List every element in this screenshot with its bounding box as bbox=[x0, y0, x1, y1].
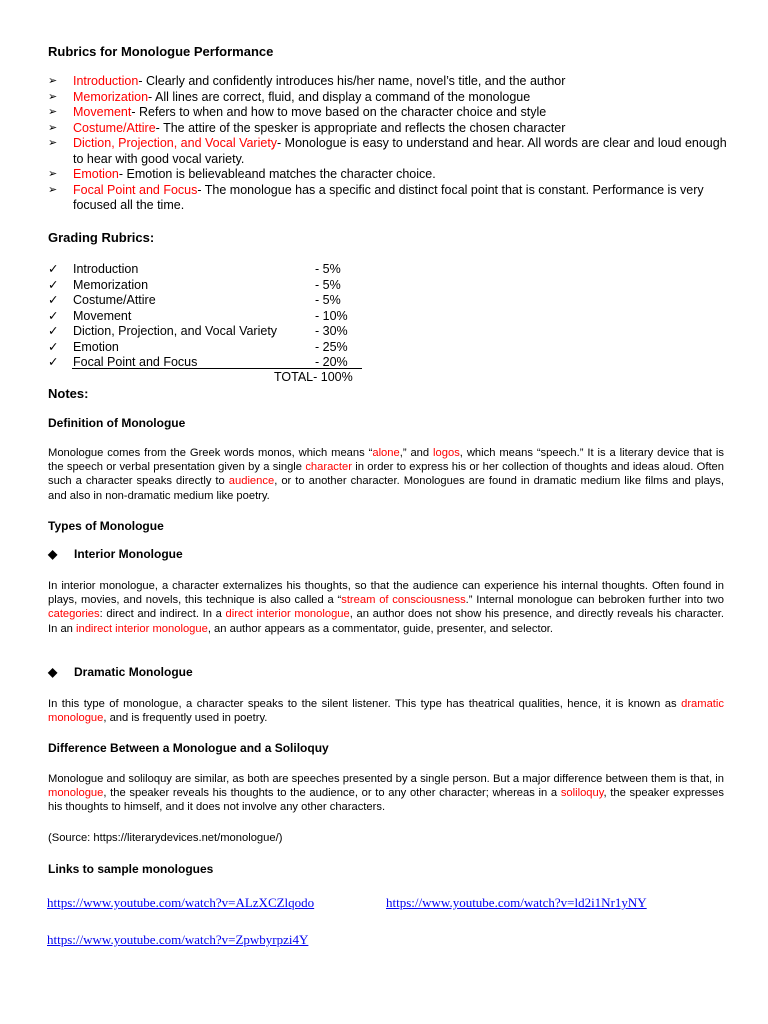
grade-total: TOTAL- 100% bbox=[274, 370, 353, 384]
checkmark-icon: ✓ bbox=[48, 339, 59, 354]
grade-value: - 10% bbox=[315, 308, 348, 323]
rubric-term: Memorization bbox=[73, 89, 149, 104]
rubric-term: Emotion bbox=[73, 167, 119, 181]
rubric-description: - The attire of the spesker is appropriate and reflects the chosen character bbox=[155, 120, 566, 135]
list-item bbox=[48, 74, 728, 90]
grading-title: Grading Rubrics: bbox=[48, 230, 155, 245]
list-item bbox=[48, 183, 728, 214]
arrowhead-bullet-icon: ➢ bbox=[48, 121, 58, 134]
table-row bbox=[48, 293, 378, 309]
grade-value: - 5% bbox=[315, 277, 341, 292]
rubric-description: - All lines are correct, fluid, and display a command of the monologue bbox=[148, 89, 531, 104]
arrowhead-bullet-icon: ➢ bbox=[48, 168, 58, 180]
interior-heading: Interior Monologue bbox=[74, 547, 183, 561]
notes-title: Notes: bbox=[48, 386, 89, 401]
arrowhead-bullet-icon: ➢ bbox=[48, 106, 58, 118]
indirect-term: indirect interior monologue bbox=[76, 622, 208, 635]
list-item bbox=[48, 136, 728, 167]
rubric-description: - Emotion is believableand matches the character choice. bbox=[118, 167, 436, 181]
rubric-description: - Refers to when and how to move based on the character choice and style bbox=[131, 105, 547, 119]
table-row bbox=[48, 262, 378, 278]
sample-link-2[interactable]: https://www.youtube.com/watch?v=ld2i1Nr1yNY bbox=[386, 895, 647, 910]
difference-heading: Difference Between a Monologue and a Soliloquy bbox=[48, 741, 329, 755]
checkmark-icon: ✓ bbox=[48, 324, 59, 338]
sample-link-3[interactable]: https://www.youtube.com/watch?v=Zpwbyrpzi4Y bbox=[47, 932, 309, 947]
arrowhead-bullet-icon: ➢ bbox=[48, 183, 58, 196]
dramatic-heading-row bbox=[48, 665, 193, 679]
grade-value: - 25% bbox=[315, 339, 348, 354]
grade-name: Emotion bbox=[73, 339, 119, 354]
rubric-description: - The monologue has a specific and distinct focal point that is constant. Performance is very focused all the time. bbox=[73, 182, 704, 212]
checkmark-icon: ✓ bbox=[48, 308, 59, 323]
table-row bbox=[48, 340, 378, 356]
alone-term: alone bbox=[372, 447, 400, 459]
checkmark-icon: ✓ bbox=[48, 277, 59, 292]
rubric-list bbox=[48, 74, 728, 214]
rubric-term: Movement bbox=[73, 105, 132, 119]
checkmark-icon: ✓ bbox=[48, 355, 59, 369]
rubric-term: Costume/Attire bbox=[73, 120, 156, 135]
checkmark-icon: ✓ bbox=[48, 293, 59, 307]
arrowhead-bullet-icon: ➢ bbox=[48, 75, 58, 87]
dramatic-term: dramatic monologue bbox=[48, 698, 724, 725]
diamond-bullet-icon: ◆ bbox=[48, 665, 58, 679]
sample-link-1[interactable]: https://www.youtube.com/watch?v=ALzXCZlqodo bbox=[47, 895, 315, 910]
definition-heading: Definition of Monologue bbox=[48, 416, 186, 430]
list-item bbox=[48, 167, 728, 183]
rubric-term: Introduction bbox=[73, 74, 139, 88]
checkmark-icon: ✓ bbox=[48, 262, 59, 276]
interior-paragraph: In interior monologue, a character externalizes his thoughts, so that the audience can experience his internal thoughts. Often found in plays, movies, and novels, this technique is also called a “stream of consciousness.” Internal monologue can bebroken further into two categories: direct and indirect. In a direct interior monologue, an author does not show his presence, and directly reveals his character. In an indirect interior monologue, an author appears as a commentator, guide, presenter, and selector. bbox=[48, 580, 724, 635]
arrowhead-bullet-icon: ➢ bbox=[48, 137, 58, 149]
grade-name: Movement bbox=[73, 308, 132, 323]
arrowhead-bullet-icon: ➢ bbox=[48, 90, 58, 103]
table-row bbox=[48, 324, 378, 340]
logos-term: logos bbox=[433, 447, 460, 459]
grade-name: Diction, Projection, and Vocal Variety bbox=[73, 324, 278, 338]
rubric-description: - Monologue is easy to understand and hear. All words are clear and loud enough to hear with good vocal variety. bbox=[73, 136, 727, 166]
definition-paragraph: Monologue comes from the Greek words monos, which means “alone,” and logos, which means “speech.” It is a literary device that is the speech or verbal presentation given by a single character in order to express his or her collection of thoughts and ideas aloud. Often such a character speaks directly to audience, or to another character. Monologues are found in dramatic medium like films and plays, and also in non-dramatic medium like poetry. bbox=[48, 447, 725, 502]
direct-term: direct interior monologue bbox=[225, 608, 350, 621]
character-term: character bbox=[305, 461, 352, 474]
grade-value: - 5% bbox=[315, 293, 341, 307]
rubric-description: - Clearly and confidently introduces his/her name, novel’s title, and the author bbox=[138, 74, 566, 88]
list-item bbox=[48, 90, 728, 106]
rubric-term: Focal Point and Focus bbox=[73, 182, 198, 197]
page-title: Rubrics for Monologue Performance bbox=[48, 44, 274, 59]
table-row bbox=[48, 309, 378, 325]
grade-name: Focal Point and Focus bbox=[73, 355, 198, 369]
stream-term: stream of consciousness bbox=[341, 594, 466, 607]
types-heading: Types of Monologue bbox=[48, 519, 164, 533]
soliloquy-term: soliloquy bbox=[560, 787, 604, 800]
grade-name: Introduction bbox=[73, 262, 139, 276]
difference-paragraph: Monologue and soliloquy are similar, as both are speeches presented by a single person. But a major difference between them is that, in monologue, the speaker reveals his thoughts to the audience, or to any other character; whereas in a soliloquy, the speaker expresses his thoughts to himself, and it does not involve any other characters. bbox=[48, 773, 724, 814]
table-row bbox=[48, 278, 378, 294]
interior-heading-row bbox=[48, 547, 183, 561]
grading-table bbox=[48, 262, 378, 371]
grade-value: - 5% bbox=[315, 262, 341, 276]
audience-term: audience bbox=[228, 475, 275, 488]
grade-name: Memorization bbox=[73, 277, 149, 292]
diamond-bullet-icon: ◆ bbox=[48, 547, 58, 561]
dramatic-heading: Dramatic Monologue bbox=[74, 665, 193, 679]
grade-name: Costume/Attire bbox=[73, 293, 156, 307]
monologue-term: monologue bbox=[48, 787, 104, 800]
grade-value: - 30% bbox=[315, 324, 348, 338]
grade-value: - 20% bbox=[315, 355, 348, 369]
source-note: (Source: https://literarydevices.net/monologue/) bbox=[48, 832, 283, 844]
list-item bbox=[48, 121, 728, 137]
dramatic-paragraph: In this type of monologue, a character speaks to the silent listener. This type has theatrical qualities, hence, it is known as dramatic monologue, and is frequently used in poetry. bbox=[48, 698, 724, 725]
rubric-term: Diction, Projection, and Vocal Variety bbox=[73, 136, 278, 150]
categories-term: categories bbox=[48, 608, 100, 621]
total-rule bbox=[72, 368, 362, 369]
links-heading: Links to sample monologues bbox=[48, 862, 214, 876]
list-item bbox=[48, 105, 728, 121]
